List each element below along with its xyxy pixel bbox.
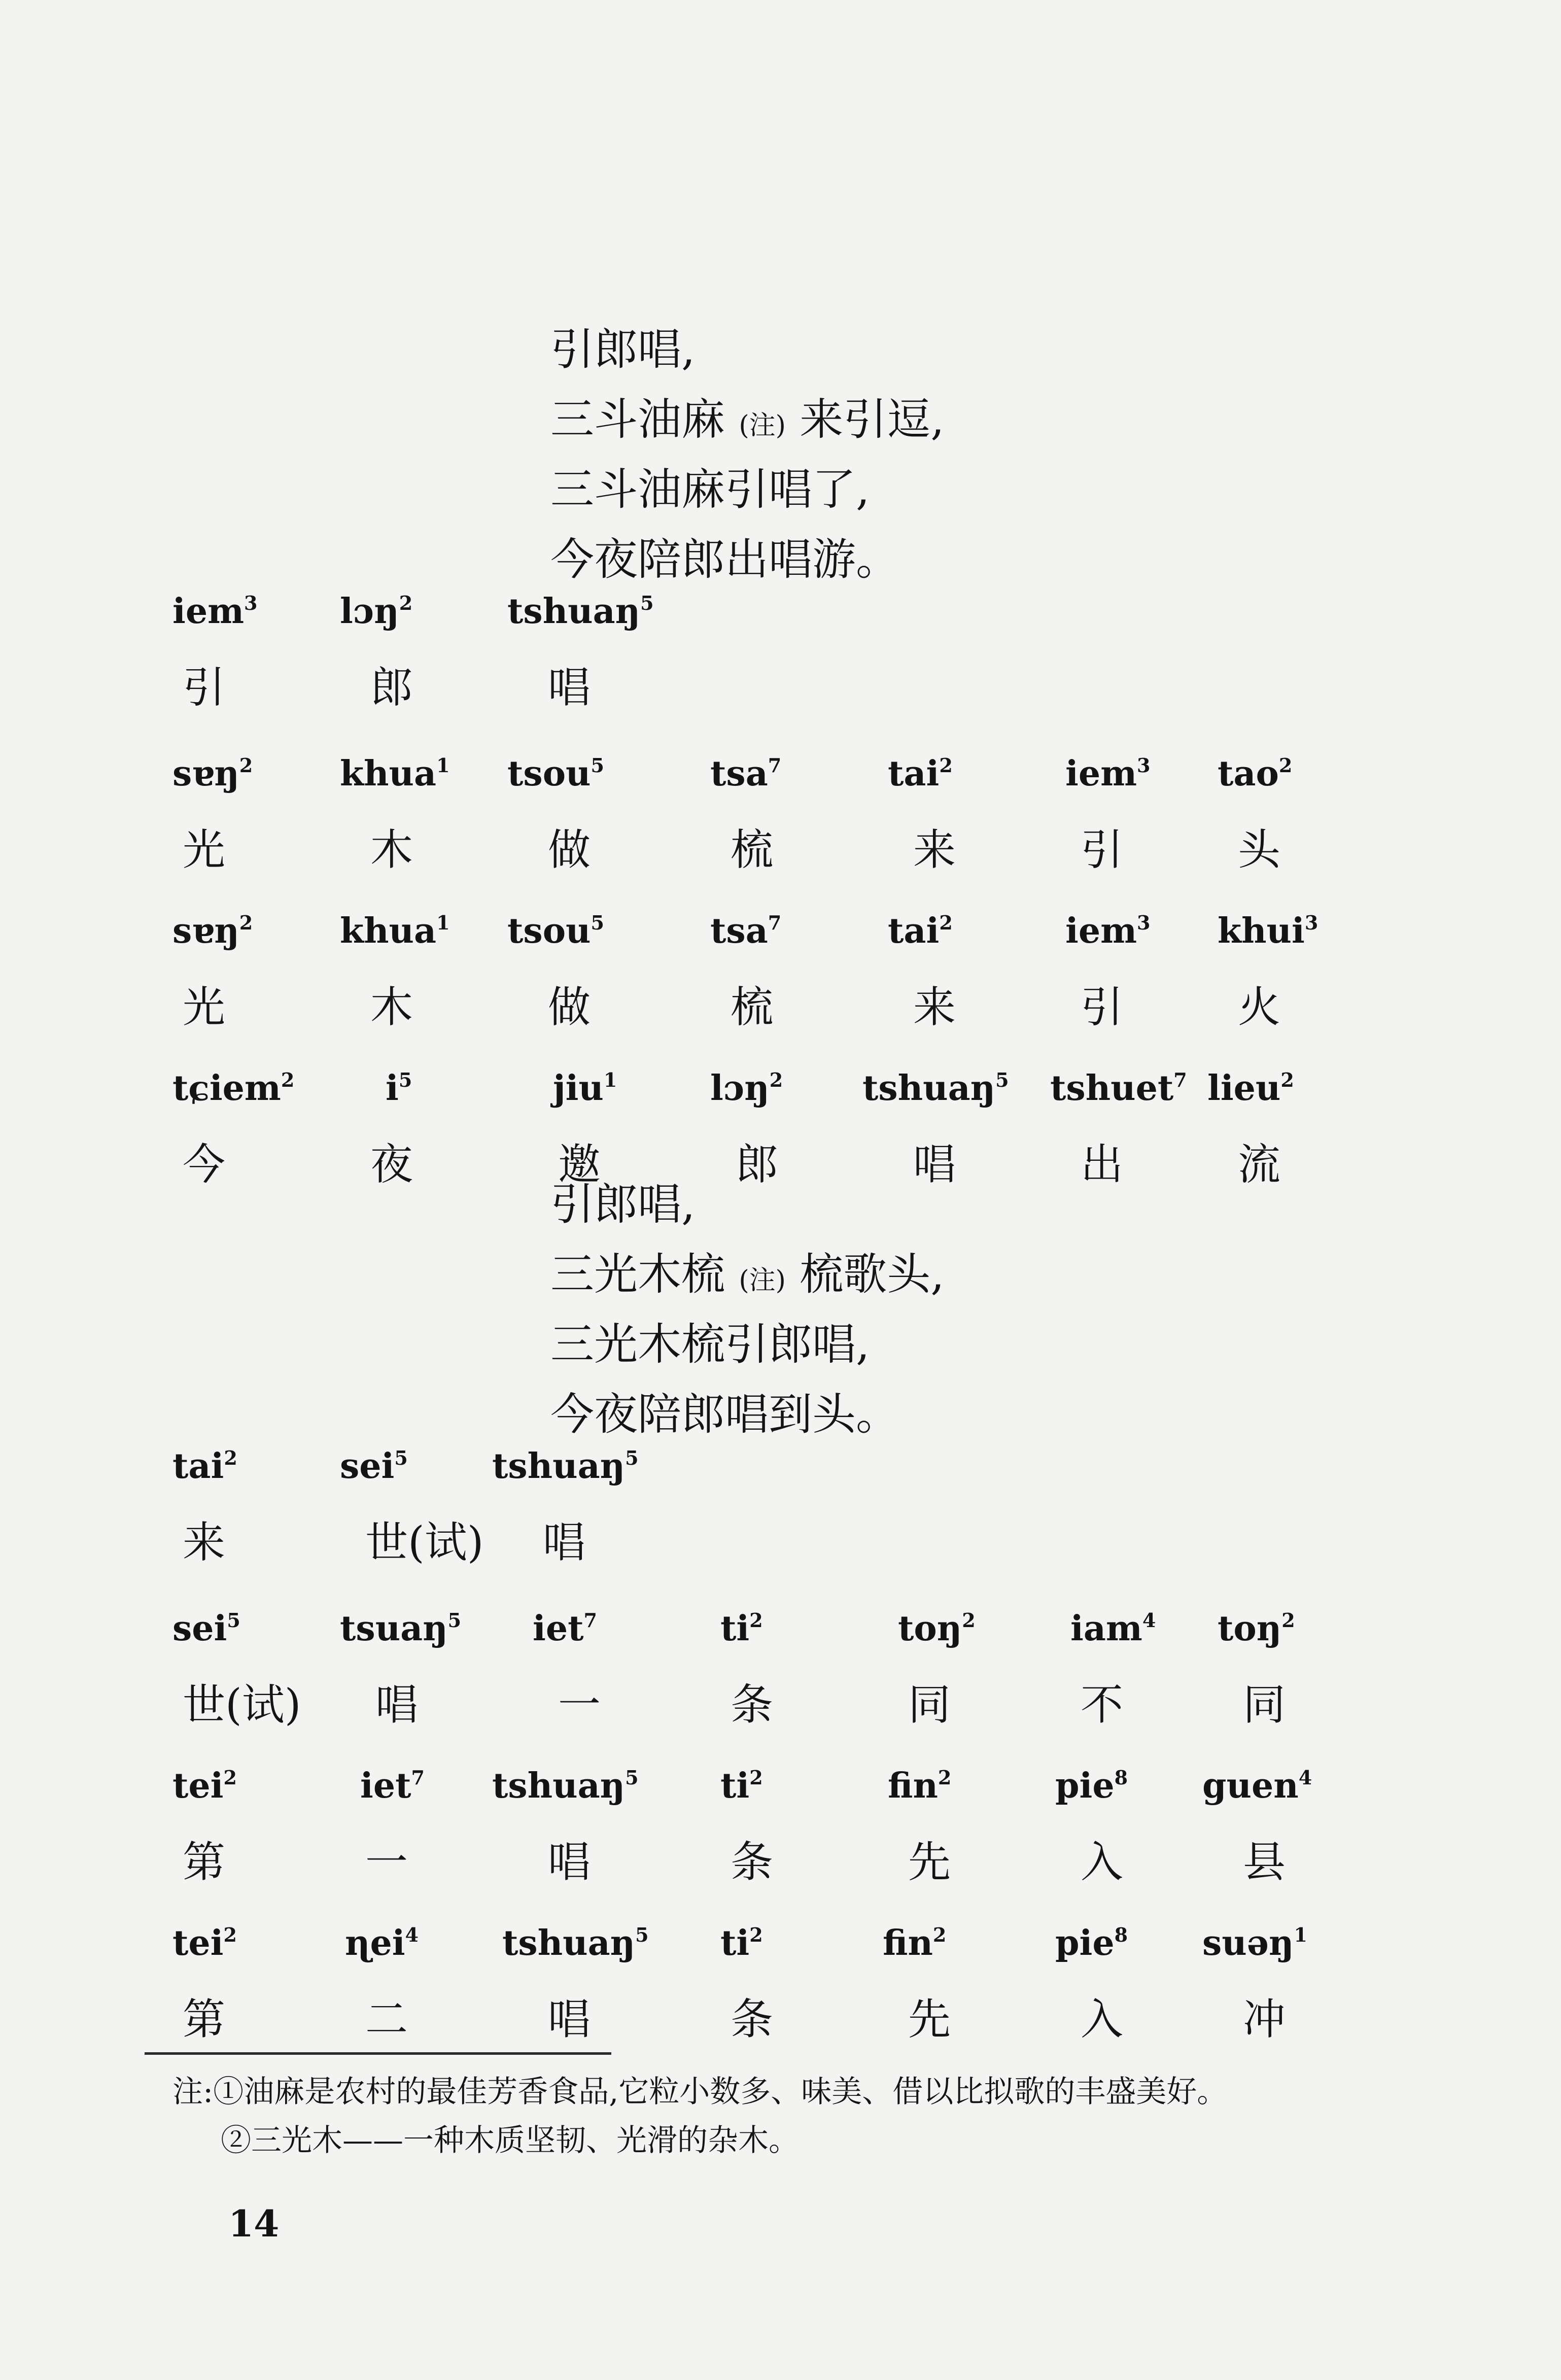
note-mark: (注) — [739, 410, 786, 441]
footnotes — [172, 2067, 1227, 2165]
character: 做 — [548, 982, 591, 1032]
character: 一 — [365, 1837, 408, 1887]
romanization-row — [172, 736, 1339, 812]
syllable: tai$^2$ — [172, 1446, 237, 1487]
character: 唱 — [548, 663, 591, 712]
character-row — [172, 1824, 1339, 1900]
syllable: toŋ$^2$ — [1218, 1608, 1295, 1649]
character: 火 — [1238, 982, 1281, 1032]
syllable: tshuaŋ$^5$ — [507, 591, 654, 632]
syllable: fin$^2$ — [888, 1766, 952, 1806]
character: 入 — [1081, 1837, 1124, 1887]
verse-line: 引郎唱, — [550, 1179, 696, 1230]
character: 来 — [913, 982, 956, 1032]
footnote: ②三光木——一种木质坚韧、光滑的杂木。 — [221, 2123, 799, 2158]
syllable: sei$^5$ — [340, 1446, 408, 1487]
character: 梳 — [731, 825, 774, 875]
character: 引 — [1081, 825, 1124, 875]
syllable: toŋ$^2$ — [898, 1608, 976, 1649]
syllable: iet$^7$ — [533, 1608, 597, 1649]
character: 先 — [908, 1837, 951, 1887]
character-row — [172, 812, 1339, 888]
syllable: $ti^2$ — [720, 1608, 763, 1649]
character: 唱 — [548, 1837, 591, 1887]
syllable: tɕiem$^2$ — [172, 1068, 295, 1109]
syllable: lɔŋ$^2$ — [710, 1068, 783, 1109]
character: 夜 — [370, 1140, 413, 1189]
syllable: $ti^2$ — [720, 1923, 763, 1963]
character: 不 — [1081, 1680, 1124, 1730]
stanza-2 — [172, 1428, 1339, 2057]
character: 梳 — [731, 982, 774, 1032]
syllable: tai$^2$ — [888, 753, 953, 794]
syllable: tshuet$^7$ — [1050, 1068, 1187, 1109]
character: 一 — [558, 1680, 601, 1730]
syllable: iem$^3$ — [172, 591, 258, 632]
syllable: tsou$^5$ — [507, 753, 604, 794]
character: 二 — [365, 1994, 408, 2044]
syllable: tei$^2$ — [172, 1766, 237, 1806]
character: 唱 — [913, 1140, 956, 1189]
character: 第 — [183, 1994, 226, 2044]
syllable: tai$^2$ — [888, 911, 953, 951]
verse-line: 引郎唱, — [550, 324, 696, 375]
character: 郎 — [370, 663, 413, 712]
syllable: tshuaŋ$^5$ — [492, 1766, 639, 1806]
character: 郎 — [736, 1140, 779, 1189]
syllable: iam$^4$ — [1070, 1608, 1156, 1649]
character: 冲 — [1243, 1994, 1286, 2044]
character: 世(试) — [183, 1680, 301, 1730]
character: 同 — [908, 1680, 951, 1730]
character-row — [172, 1504, 1339, 1580]
syllable: tsa$^7$ — [710, 911, 782, 951]
character: 木 — [370, 825, 413, 875]
syllable: tshuaŋ$^5$ — [492, 1446, 639, 1487]
character: 出 — [1081, 1140, 1124, 1189]
romanization-row — [172, 1905, 1339, 1981]
verse-line: 今夜陪郎唱到头。 — [550, 1389, 899, 1440]
syllable: iem$^3$ — [1065, 911, 1151, 951]
character-row — [172, 1667, 1339, 1743]
character: 条 — [731, 1837, 774, 1887]
character: 第 — [183, 1837, 226, 1887]
syllable: khui$^3$ — [1218, 911, 1319, 951]
note-mark: (注) — [739, 1265, 786, 1296]
character: 做 — [548, 825, 591, 875]
character: 唱 — [375, 1680, 419, 1730]
syllable: tsou$^5$ — [507, 911, 604, 951]
character: 光 — [183, 982, 226, 1032]
character: 唱 — [548, 1994, 591, 2044]
character: 来 — [183, 1517, 226, 1567]
syllable: lɔŋ$^2$ — [340, 591, 413, 632]
syllable: ɳei$^4$ — [345, 1923, 419, 1963]
syllable: jiu$^1$ — [553, 1068, 617, 1109]
romanization-row — [172, 1050, 1339, 1126]
character: 县 — [1243, 1837, 1286, 1887]
syllable: tsuaŋ$^5$ — [340, 1608, 462, 1649]
character: 入 — [1081, 1994, 1124, 2044]
syllable: sɐŋ$^2$ — [172, 753, 253, 794]
syllable: tshuaŋ$^5$ — [862, 1068, 1009, 1109]
character: 头 — [1238, 825, 1281, 875]
character: 条 — [731, 1994, 774, 2044]
syllable: sei$^5$ — [172, 1608, 240, 1649]
romanization-row — [172, 893, 1339, 969]
verse-line: 今夜陪郎出唱游。 — [550, 534, 899, 585]
syllable: guen$^4$ — [1202, 1766, 1312, 1806]
verse-1 — [550, 315, 945, 595]
syllable: tsa$^7$ — [710, 753, 782, 794]
syllable: khua$^1$ — [340, 911, 450, 951]
syllable: fin$^2$ — [883, 1923, 947, 1963]
syllable: lieu$^2$ — [1207, 1068, 1294, 1109]
character: 世(试) — [365, 1517, 484, 1567]
romanization-row — [172, 573, 1339, 649]
character: 引 — [1081, 982, 1124, 1032]
syllable: $i^5$ — [386, 1068, 412, 1109]
syllable: suəŋ$^1$ — [1202, 1923, 1307, 1963]
character: 条 — [731, 1680, 774, 1730]
character: 今 — [183, 1140, 226, 1189]
romanization-row — [172, 1428, 1339, 1504]
character: 邀 — [558, 1140, 601, 1189]
character-row — [172, 649, 1339, 726]
syllable: iem$^3$ — [1065, 753, 1151, 794]
syllable: sɐŋ$^2$ — [172, 911, 253, 951]
romanization-row — [172, 1591, 1339, 1667]
verse-line: 三光木梳引郎唱, — [550, 1319, 870, 1370]
romanization-row — [172, 1748, 1339, 1824]
character-row — [172, 1981, 1339, 2057]
character: 同 — [1243, 1680, 1286, 1730]
character: 引 — [183, 663, 226, 712]
syllable: tei$^2$ — [172, 1923, 237, 1963]
footnote-rule — [145, 2052, 611, 2055]
syllable: pie$^8$ — [1055, 1766, 1128, 1806]
character: 先 — [908, 1994, 951, 2044]
character: 木 — [370, 982, 413, 1032]
character: 唱 — [543, 1517, 586, 1567]
stanza-1 — [172, 573, 1339, 1202]
syllable: iet$^7$ — [360, 1766, 425, 1806]
footnote: 注:①油麻是农村的最佳芳香食品,它粒小数多、味美、借以比拟歌的丰盛美好。 — [172, 2074, 1228, 2110]
verse-line: 三斗油麻引唱了, — [550, 464, 870, 515]
syllable: $ti^2$ — [720, 1766, 763, 1806]
page-number: 14 — [228, 2202, 280, 2245]
character: 来 — [913, 825, 956, 875]
verse-line: 三斗油麻 (注) 来引逗, — [550, 394, 945, 445]
character: 流 — [1238, 1140, 1281, 1189]
character-row — [172, 969, 1339, 1045]
verse-line: 三光木梳 (注) 梳歌头, — [550, 1249, 945, 1300]
syllable: tshuaŋ$^5$ — [502, 1923, 649, 1963]
syllable: pie$^8$ — [1055, 1923, 1128, 1963]
syllable: tao$^2$ — [1218, 753, 1293, 794]
character: 光 — [183, 825, 226, 875]
verse-2 — [550, 1169, 945, 1450]
syllable: khua$^1$ — [340, 753, 450, 794]
